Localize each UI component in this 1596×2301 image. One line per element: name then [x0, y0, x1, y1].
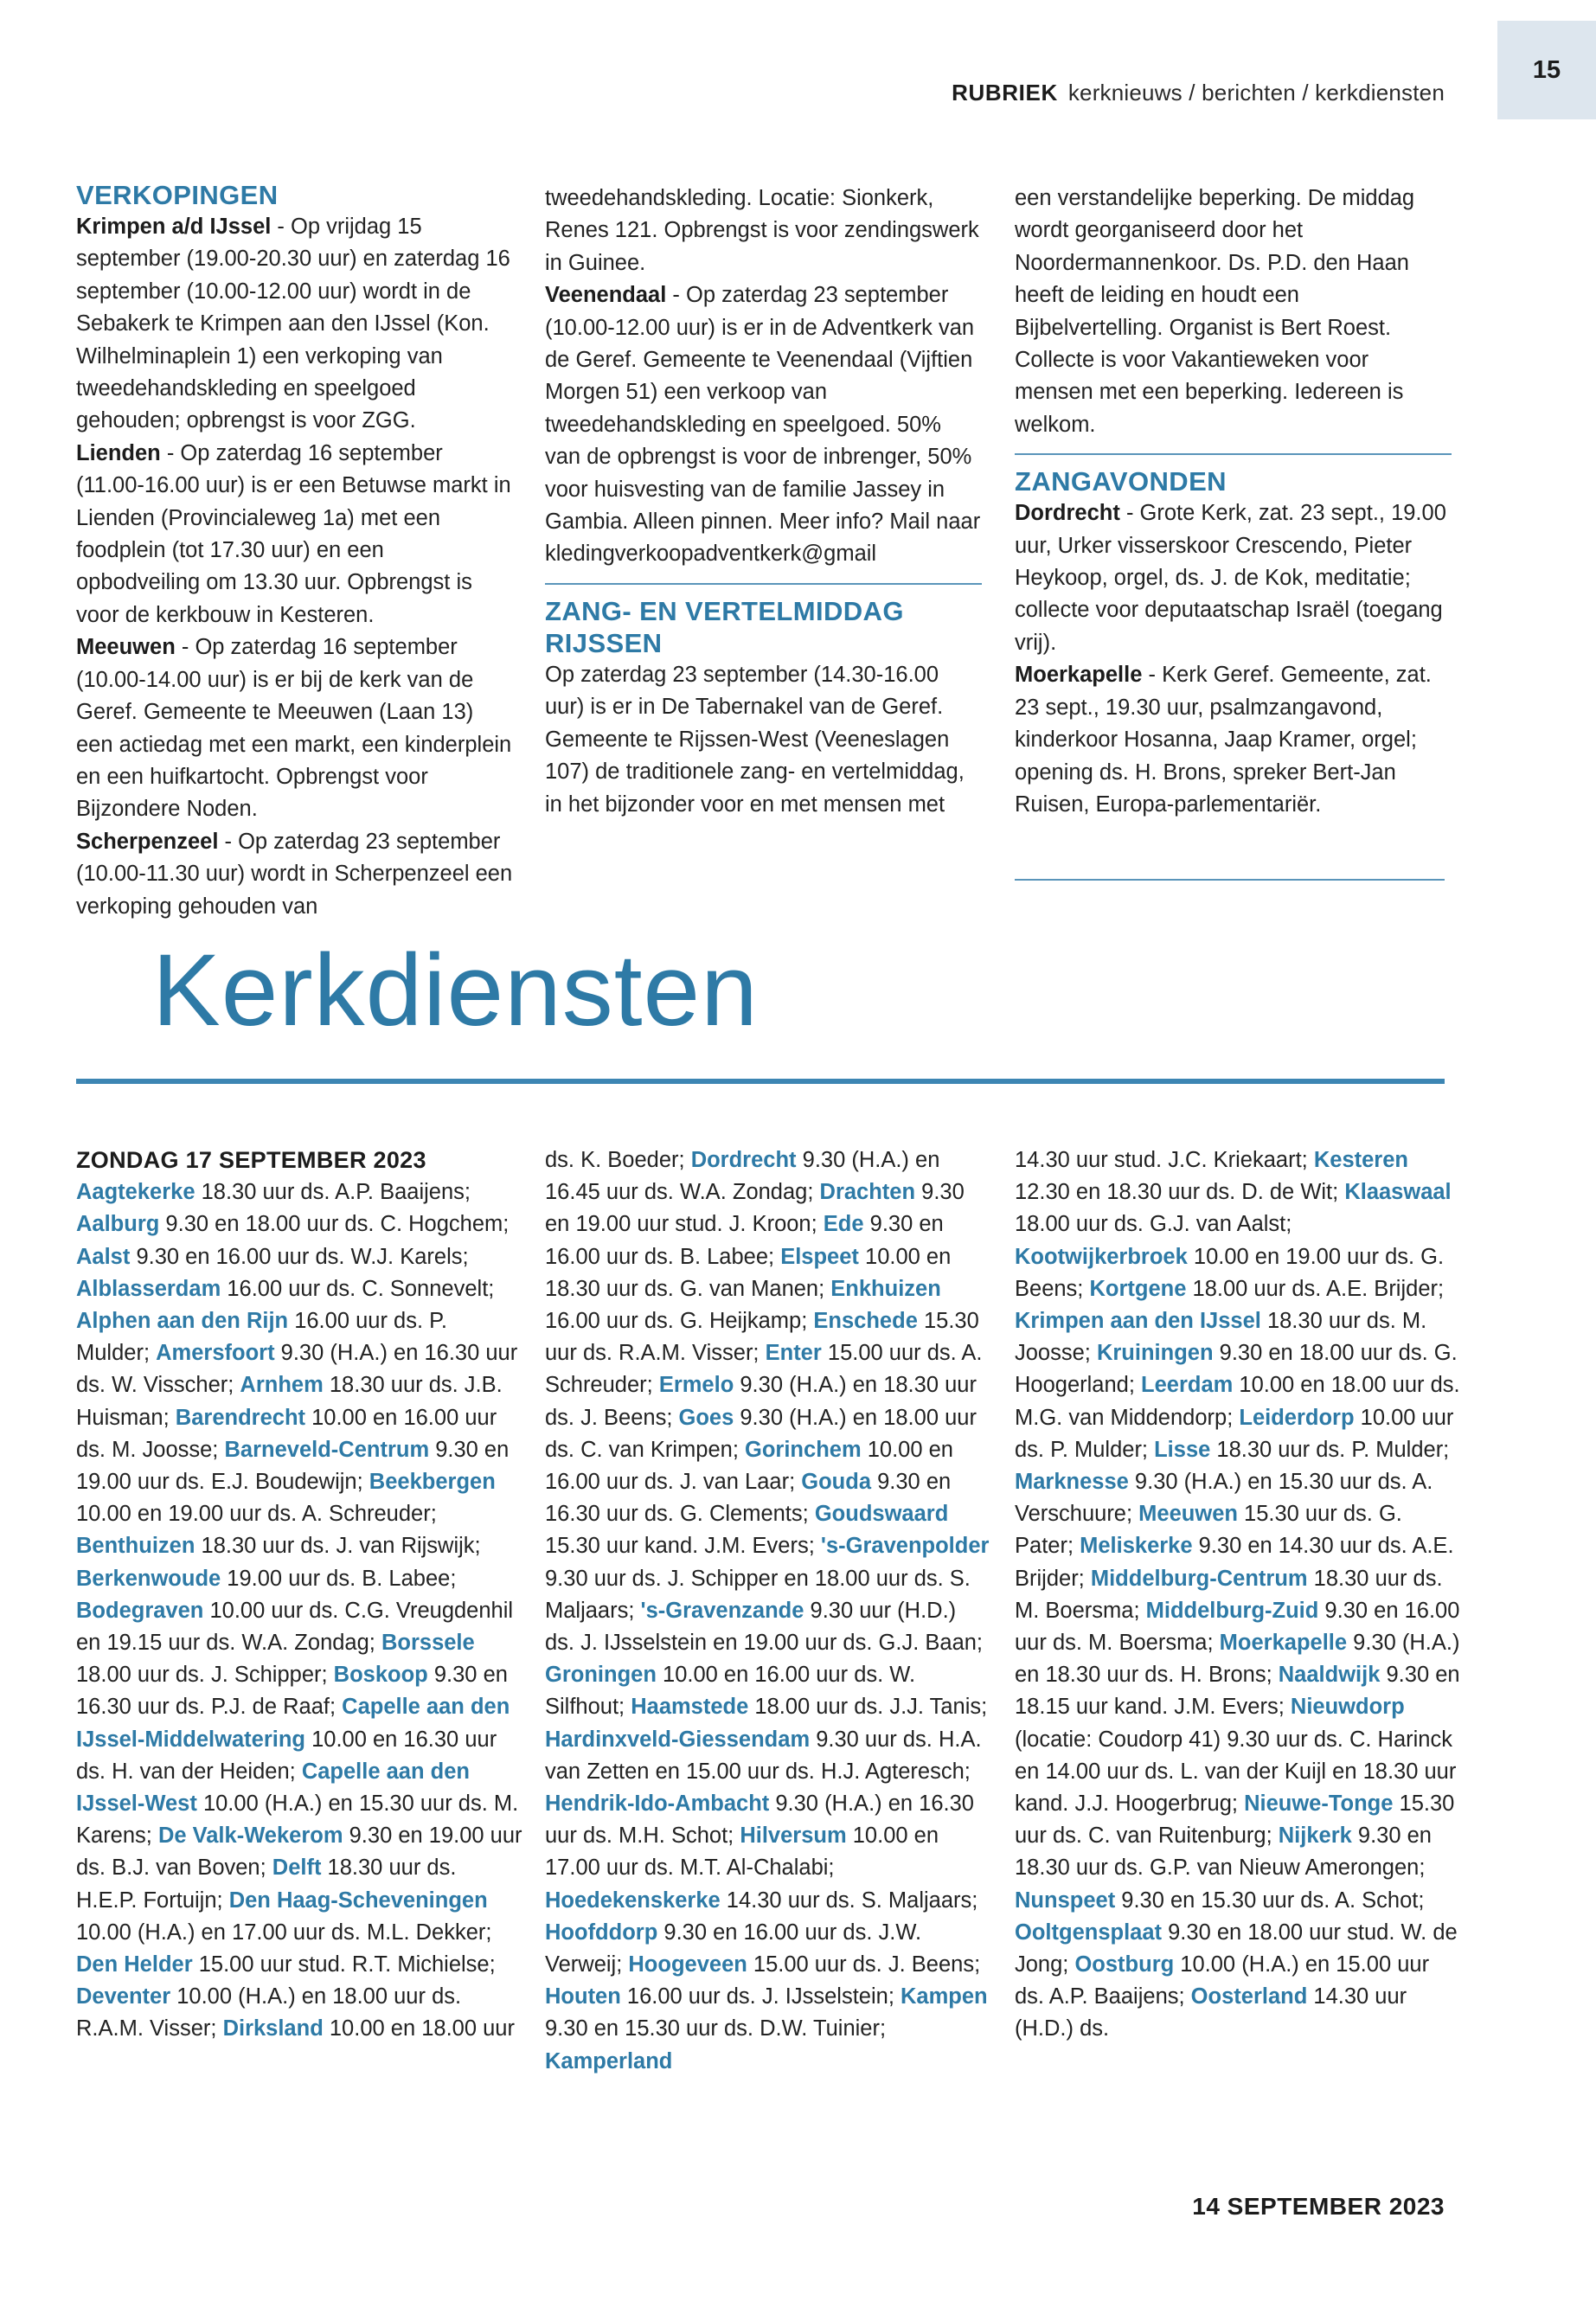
kerkdiensten-column-1 [76, 1144, 522, 2046]
service-detail: 18.30 uur ds. J.B. Huisman; [76, 1373, 503, 1430]
church-place: Leerdam [1141, 1373, 1234, 1398]
page-number: 15 [1532, 55, 1561, 84]
church-place: Ede [823, 1212, 864, 1237]
service-detail: 10.00 en 16.00 uur ds. M. Joosse; [76, 1405, 497, 1462]
kerkdiensten-column-2 [545, 1144, 991, 2078]
church-place: Kesteren [1313, 1148, 1408, 1172]
church-place: Oostburg [1074, 1952, 1175, 1977]
service-list [545, 1144, 991, 2078]
service-detail: 18.00 uur ds. A.E. Brijder; [1186, 1276, 1445, 1301]
church-place: Bodegraven [76, 1598, 204, 1623]
news-item-place: Scherpenzeel [76, 829, 219, 854]
service-detail: 9.30 uur ds. J. Schipper en 18.00 uur ds. S. Maljaars; [545, 1566, 971, 1623]
church-place: Gorinchem [745, 1437, 862, 1462]
church-place: Kruiningen [1096, 1341, 1214, 1366]
page-number-tab [1497, 21, 1596, 119]
zangavonden-heading: ZANGAVONDEN [1015, 466, 1227, 497]
rubric-header [952, 80, 1445, 106]
church-place: Goudswaard [814, 1502, 949, 1527]
service-detail: 10.00 (H.A.) en 17.00 uur ds. M.L. Dekker; [76, 1920, 492, 1945]
service-detail: 9.30 (H.A.) en 15.30 uur ds. A. Verschuure; [1015, 1470, 1433, 1527]
service-detail: 10.00 (H.A.) en 15.00 uur ds. A.P. Baaijens; [1015, 1952, 1430, 2009]
church-place: Naaldwijk [1278, 1663, 1381, 1688]
verkopingen-heading: VERKOPINGEN [76, 180, 279, 210]
service-detail: 9.30 en 19.00 uur ds. E.J. Boudewijn; [76, 1437, 510, 1495]
church-place: Hoofddorp [545, 1920, 658, 1945]
news-item-text: tweedehandskleding. Locatie: Sionkerk, Renes 121. Opbrengst is voor zendingswerk in Guinee. [545, 186, 979, 275]
service-detail: 18.30 uur ds. H.E.P. Fortuijn; [76, 1856, 457, 1913]
kerkdiensten-title: Kerkdiensten [152, 933, 759, 1048]
service-detail: 9.30 en 16.00 uur ds. M. Boersma; [1015, 1598, 1460, 1656]
service-detail: ds. K. Boeder; [545, 1148, 691, 1172]
service-detail: 18.30 uur ds. P. Mulder; [1210, 1437, 1450, 1462]
service-detail: 9.30 en 16.30 uur ds. G. Clements; [545, 1470, 952, 1527]
church-place: Goes [678, 1405, 734, 1430]
church-place: Kamperland [545, 2048, 673, 2073]
section-divider-bottom [1015, 879, 1445, 881]
service-detail: 10.00 en 17.00 uur ds. M.T. Al-Chalabi; [545, 1823, 939, 1881]
news-column-1 [76, 179, 513, 923]
service-detail: 9.30 (H.A.) en 18.30 uur ds. H. Brons; [1015, 1631, 1460, 1688]
rubric-text: kerknieuws / berichten / kerkdiensten [1067, 80, 1445, 106]
church-place: Drachten [819, 1180, 916, 1205]
church-place: Nieuwdorp [1290, 1695, 1405, 1720]
news-item-place: Dordrecht [1015, 501, 1120, 526]
service-detail: 9.30 (H.A.) en 16.45 uur ds. W.A. Zondag; [545, 1148, 940, 1205]
church-place: Hoogeveen [628, 1952, 747, 1977]
church-place: Beekbergen [369, 1470, 496, 1495]
church-place: Boskoop [333, 1663, 428, 1688]
news-column-2 [545, 183, 982, 821]
news-item-text: - Grote Kerk, zat. 23 sept., 19.00 uur, Urker visserskoor Crescendo, Pieter Heykoop, orgel, ds. J. de Kok, meditatie; collecte voor deputaatschap Israël (toegang vrij). [1015, 501, 1446, 655]
service-detail: 14.30 uur ds. S. Maljaars; [720, 1888, 978, 1913]
church-place: Den Haag-Scheveningen [228, 1888, 488, 1913]
church-place: Lisse [1154, 1437, 1211, 1462]
news-item-text: - Kerk Geref. Gemeente, zat. 23 sept., 19.30 uur, psalmzangavond, kinderkoor Hosanna, Jaap Kramer, orgel; opening ds. H. Brons, spreker Bert-Jan Ruisen, Europa-parlementariër. [1015, 663, 1432, 817]
news-item [76, 631, 513, 825]
service-detail: 9.30 uur (H.D.) ds. J. IJsselstein en 19.00 uur ds. G.J. Baan; [545, 1598, 984, 1656]
service-detail: 10.00 en 18.00 uur ds. M.G. van Middendorp; [1015, 1373, 1460, 1430]
news-item-text: Op zaterdag 23 september (14.30-16.00 uur) is er in De Tabernakel van de Geref. Gemeente te Rijssen-West (Veeneslagen 107) de traditionele zang- en vertelmiddag, in het bijzonder voor en met mensen met [545, 662, 965, 817]
news-item-text: - Op vrijdag 15 september (19.00-20.30 uur) en zaterdag 16 september (10.00-12.00 uur) wordt in de Sebakerk te Krimpen aan den IJssel (Kon. Wilhelminaplein 1) een verkoping van tweedehandskleding en speelgoed gehouden; opbrengst is voor ZGG. [76, 215, 510, 433]
service-detail: 15.00 uur ds. A. Schreuder; [545, 1341, 983, 1398]
kerkdiensten-column-3 [1015, 1144, 1461, 2046]
church-place: Dordrecht [690, 1148, 797, 1172]
news-item-place: Lienden [76, 440, 161, 465]
church-place: Barneveld-Centrum [224, 1437, 430, 1462]
church-place: De Valk-Wekerom [157, 1823, 343, 1849]
service-detail: 19.00 uur ds. B. Labee; [221, 1566, 457, 1591]
section-divider [545, 583, 982, 585]
section-divider [1015, 453, 1452, 455]
service-detail: 10.00 en 19.00 uur ds. A. Schreuder; [76, 1502, 437, 1527]
zangavonden-text [1015, 497, 1452, 821]
church-place: 's-Gravenzande [640, 1598, 804, 1623]
service-detail: 9.30 en 16.00 uur ds. W.J. Karels; [130, 1244, 469, 1269]
church-place: Arnhem [240, 1373, 324, 1398]
service-detail: 9.30 en 18.00 uur ds. G. Hoogerland; [1015, 1341, 1458, 1398]
church-place: Capelle aan den IJssel-West [76, 1759, 470, 1817]
church-place: Klaaswaal [1344, 1180, 1452, 1205]
verkopingen-text [76, 211, 513, 923]
verkopingen-continued [545, 183, 982, 571]
news-item-place: Meeuwen [76, 635, 176, 660]
news-item [1015, 659, 1452, 821]
service-detail: 10.00 uur ds. P. Mulder; [1015, 1405, 1454, 1462]
church-place: Enter [765, 1341, 822, 1366]
service-detail: 16.00 uur ds. G. Heijkamp; [545, 1309, 814, 1334]
church-place: Berkenwoude [76, 1566, 221, 1591]
church-place: Ooltgensplaat [1015, 1920, 1163, 1945]
news-item [1015, 497, 1452, 659]
service-detail: 15.00 uur stud. R.T. Michielse; [192, 1952, 496, 1977]
service-detail: 12.30 en 18.30 uur ds. D. de Wit; [1015, 1180, 1345, 1205]
issue-date: 14 SEPTEMBER 2023 [1192, 2193, 1445, 2220]
service-detail: 10.00 uur ds. C.G. Vreugdenhil en 19.15 uur ds. W.A. Zondag; [76, 1598, 514, 1656]
church-place: Leiderdorp [1239, 1405, 1355, 1430]
church-place: Hendrik-Ido-Ambacht [545, 1791, 770, 1817]
church-place: Nunspeet [1015, 1888, 1116, 1913]
church-place: Aalburg [76, 1212, 160, 1237]
service-detail: 9.30 en 18.00 uur stud. W. de Jong; [1015, 1920, 1458, 1977]
church-place: Nijkerk [1278, 1823, 1352, 1849]
church-place: Enkhuizen [830, 1276, 941, 1301]
church-place: Enschede [813, 1309, 918, 1334]
church-place: Barendrecht [175, 1405, 306, 1430]
church-place: Alblasserdam [76, 1276, 221, 1301]
service-detail: 10.00 (H.A.) en 15.30 uur ds. M. Karens; [76, 1791, 519, 1849]
service-detail: 9.30 uur ds. H.A. van Zetten en 15.00 uur ds. H.J. Agteresch; [545, 1727, 982, 1784]
service-detail: 18.00 uur ds. G.J. van Aalst; [1015, 1212, 1292, 1237]
service-detail: 9.30 en 14.30 uur ds. A.E. Brijder; [1015, 1534, 1454, 1591]
rubric-label: RUBRIEK [952, 80, 1058, 106]
news-item-place: Veenendaal [545, 283, 667, 308]
church-place: Meeuwen [1138, 1502, 1238, 1527]
service-detail: 10.00 (H.A.) en 18.00 uur ds. R.A.M. Visser; [76, 1984, 462, 2041]
service-detail: 18.00 uur ds. J. Schipper; [76, 1663, 334, 1688]
church-place: Benthuizen [76, 1534, 195, 1559]
church-place: Aagtekerke [76, 1180, 195, 1205]
church-place: Hardinxveld-Giessendam [545, 1727, 811, 1752]
church-place: Amersfoort [156, 1341, 275, 1366]
kerkdiensten-rule [76, 1079, 1445, 1084]
service-detail: (locatie: Coudorp 41) 9.30 uur ds. C. Harinck en 14.00 uur ds. L. van der Kuijl en 18.30 uur kand. J.J. Hoogerbrug; [1015, 1727, 1457, 1817]
church-place: Groningen [545, 1663, 657, 1688]
service-detail: 9.30 en 18.00 uur ds. C. Hogchem; [159, 1212, 510, 1237]
service-detail: 16.00 uur ds. P. Mulder; [76, 1309, 447, 1366]
church-place: Ermelo [658, 1373, 734, 1398]
zang-vertel-continued [1015, 183, 1452, 441]
zang-vertel-text [545, 659, 982, 821]
church-place: Deventer [76, 1984, 171, 2009]
church-place: Moerkapelle [1219, 1631, 1348, 1656]
service-detail: 9.30 (H.A.) en 18.30 uur ds. J. Beens; [545, 1373, 977, 1430]
church-place: Kootwijkerbroek [1015, 1244, 1188, 1269]
service-detail: 15.30 uur ds. C. van Ruitenburg; [1015, 1791, 1455, 1849]
news-item [76, 826, 513, 923]
service-detail: 16.00 uur ds. C. Sonnevelt; [221, 1276, 495, 1301]
news-item [545, 279, 982, 571]
service-detail: 9.30 en 19.00 uur ds. B.J. van Boven; [76, 1823, 522, 1881]
church-place: Meliskerke [1080, 1534, 1193, 1559]
service-detail: 9.30 en 16.30 uur ds. P.J. de Raaf; [76, 1663, 508, 1720]
service-detail: 9.30 en 18.15 uur kand. J.M. Evers; [1015, 1663, 1460, 1720]
news-item [1015, 183, 1452, 441]
service-list [76, 1176, 522, 2045]
service-detail: 9.30 en 16.00 uur ds. B. Labee; [545, 1212, 944, 1269]
news-item-text: - Op zaterdag 16 september (10.00-14.00 uur) is er bij de kerk van de Geref. Gemeente te Meeuwen (Laan 13) een actiedag met een markt, een kinderplein en een huifkartocht. Opbrengst voor Bijzondere Noden. [76, 635, 512, 822]
service-detail: 15.30 uur kand. J.M. Evers; [545, 1534, 821, 1559]
church-place: Nieuwe-Tonge [1244, 1791, 1394, 1817]
service-detail: 15.00 uur ds. J. Beens; [747, 1952, 981, 1977]
service-detail: 9.30 en 15.30 uur ds. D.W. Tuinier; [545, 2016, 887, 2041]
church-place: Gouda [801, 1470, 872, 1495]
news-item [545, 659, 982, 821]
church-place: Delft [272, 1856, 322, 1881]
zang-vertel-heading: ZANG- EN VERTELMIDDAG RIJSSEN [545, 595, 904, 658]
service-date: ZONDAG 17 SEPTEMBER 2023 [76, 1147, 426, 1173]
church-place: Elspeet [780, 1244, 859, 1269]
service-detail: 16.00 uur ds. J. IJsselstein; [620, 1984, 901, 2009]
service-detail: 18.30 uur ds. M. Joosse; [1015, 1309, 1427, 1366]
service-detail: 18.00 uur ds. J.J. Tanis; [748, 1695, 988, 1720]
service-detail: 18.30 uur ds. M. Boersma; [1015, 1566, 1443, 1623]
service-detail: 15.30 uur ds. G. Pater; [1015, 1502, 1402, 1559]
church-place: Kampen [901, 1984, 988, 2009]
news-item [545, 183, 982, 279]
service-detail: 9.30 en 15.30 uur ds. A. Schot; [1115, 1888, 1425, 1913]
church-place: Middelburg-Zuid [1145, 1598, 1319, 1623]
church-place: Hoedekenskerke [545, 1888, 721, 1913]
service-detail: 14.30 uur (H.D.) ds. [1015, 1984, 1407, 2041]
news-item-text: - Op zaterdag 23 september (10.00-12.00 uur) is er in de Adventkerk van de Geref. Gemeente te Veenendaal (Vijftien Morgen 51) een verkoop van tweedehandskleding en speelgoed. 50% van de opbrengst is voor de inbrenger, 50% voor huisvesting van de familie Jassey in Gambia. Alleen pinnen. Meer info? Mail naar kledingverkoopadventkerk@gmail [545, 283, 981, 567]
church-place: Krimpen aan den IJssel [1015, 1309, 1261, 1334]
service-detail: 10.00 en 16.00 uur ds. J. van Laar; [545, 1437, 953, 1495]
service-detail: 9.30 (H.A.) en 16.30 uur ds. M.H. Schot; [545, 1791, 974, 1849]
service-detail: 10.00 en 16.00 uur ds. W. Silfhout; [545, 1663, 916, 1720]
church-place: Capelle aan den IJssel-Middelwatering [76, 1695, 510, 1752]
church-place: Marknesse [1015, 1470, 1129, 1495]
church-place: Dirksland [222, 2016, 324, 2041]
news-item-place: Krimpen a/d IJssel [76, 215, 272, 239]
church-place: Aalst [76, 1244, 131, 1269]
service-detail: 10.00 en 18.00 uur [323, 2016, 515, 2041]
church-place: Alphen aan den Rijn [76, 1309, 289, 1334]
service-detail: 18.30 uur ds. A.P. Baaijens; [195, 1180, 471, 1205]
church-place: Middelburg-Centrum [1090, 1566, 1308, 1591]
news-item-text: - Op zaterdag 23 september (10.00-11.30 uur) wordt in Scherpenzeel een verkoping gehouden van [76, 829, 513, 919]
service-detail: 10.00 en 19.00 uur ds. G. Beens; [1015, 1244, 1445, 1301]
service-detail: 14.30 uur stud. J.C. Kriekaart; [1015, 1148, 1314, 1172]
church-place: Oosterland [1190, 1984, 1308, 2009]
church-place: Den Helder [76, 1952, 193, 1977]
service-detail: 9.30 en 16.00 uur ds. J.W. Verweij; [545, 1920, 922, 1977]
news-item [76, 211, 513, 438]
news-item-place: Moerkapelle [1015, 663, 1143, 688]
news-item-text: een verstandelijke beperking. De middag wordt georganiseerd door het Noordermannenkoor. Ds. P.D. den Haan heeft de leiding en houdt een Bijbelvertelling. Organist is Bert Roest. Collecte is voor Vakantieweken voor mensen met een beperking. Iedereen is welkom. [1015, 186, 1415, 437]
service-detail: 10.00 en 16.30 uur ds. H. van der Heiden; [76, 1727, 497, 1784]
church-place: Borssele [381, 1631, 475, 1656]
service-detail: 18.30 uur ds. J. van Rijswijk; [195, 1534, 481, 1559]
service-list [1015, 1144, 1461, 2046]
service-detail: 9.30 (H.A.) en 18.00 uur ds. C. van Krimpen; [545, 1405, 977, 1462]
church-place: 's-Gravenpolder [820, 1534, 990, 1559]
service-detail: 10.00 en 18.30 uur ds. G. van Manen; [545, 1244, 952, 1301]
church-place: Kortgene [1089, 1276, 1187, 1301]
news-item [76, 438, 513, 631]
news-column-3 [1015, 183, 1452, 821]
news-item-text: - Op zaterdag 16 september (11.00-16.00 uur) is er een Betuwse markt in Lienden (Provincialeweg 1a) met een foodplein (tot 17.30 uur) en een opbodveiling om 13.30 uur. Opbrengst is voor de kerkbouw in Kesteren. [76, 440, 511, 627]
service-detail: 9.30 en 19.00 uur stud. J. Kroon; [545, 1180, 965, 1237]
church-place: Hilversum [740, 1823, 847, 1849]
church-place: Haamstede [631, 1695, 749, 1720]
service-detail: 9.30 (H.A.) en 16.30 uur ds. W. Visscher; [76, 1341, 518, 1398]
service-detail: 9.30 en 18.30 uur ds. G.P. van Nieuw Amerongen; [1015, 1823, 1432, 1881]
service-detail: 15.30 uur ds. R.A.M. Visser; [545, 1309, 979, 1366]
church-place: Houten [545, 1984, 621, 2009]
